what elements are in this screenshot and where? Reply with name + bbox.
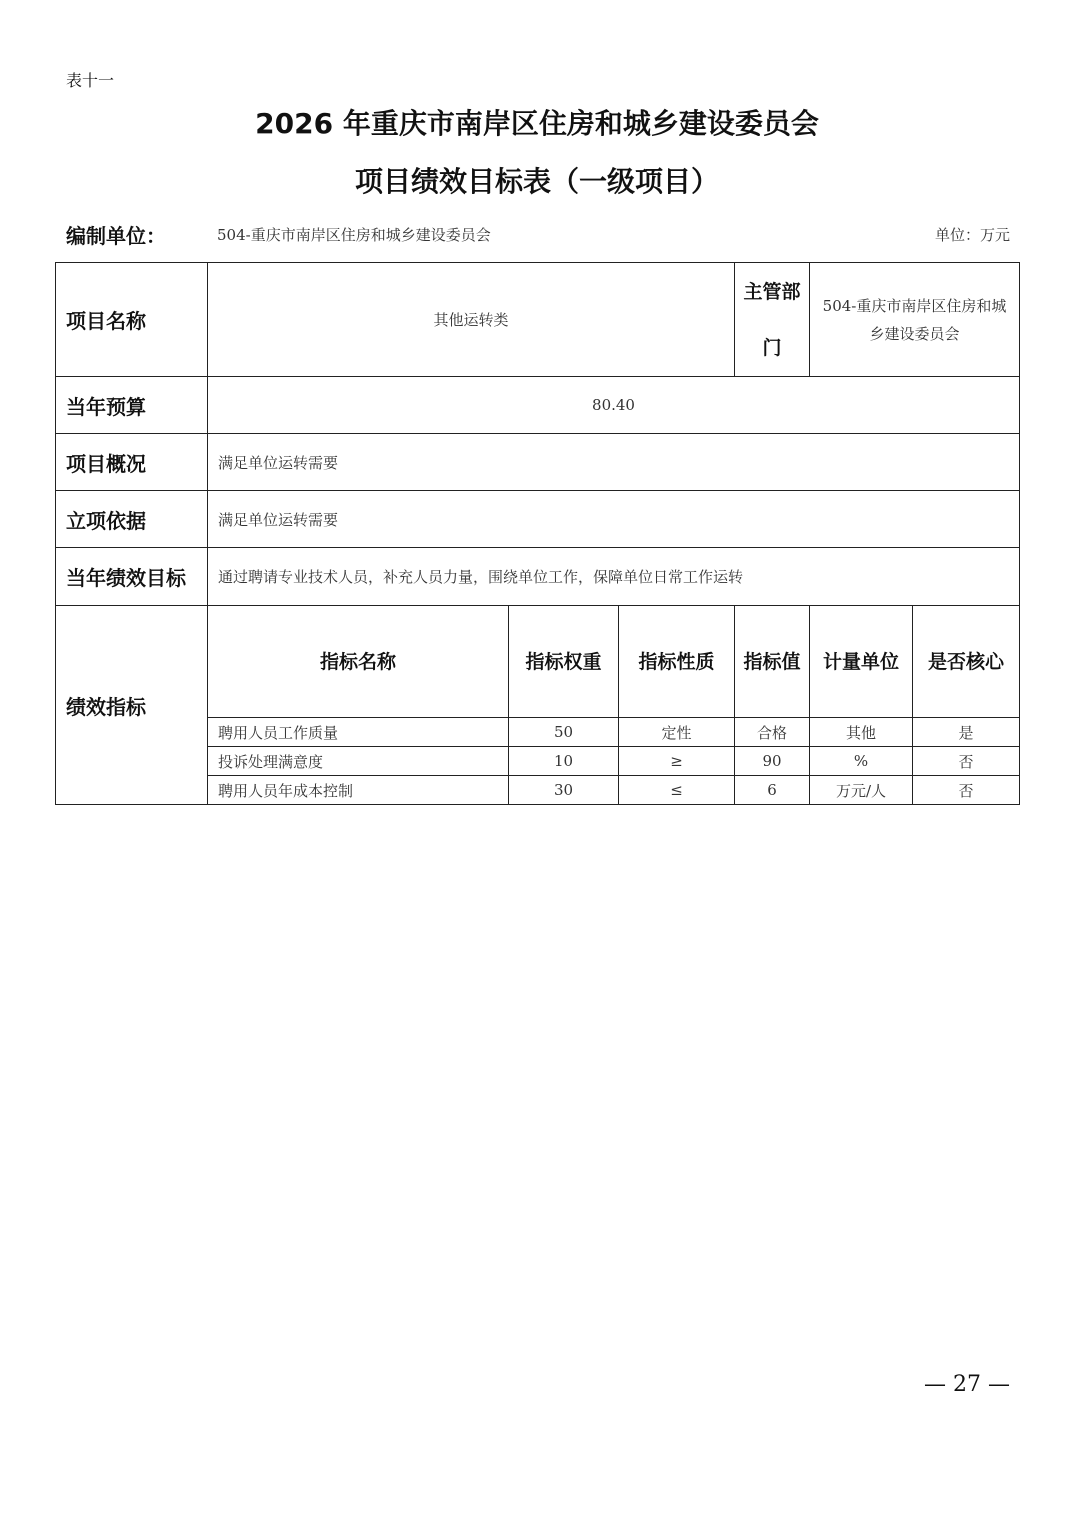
org-value: 504-重庆市南岸区住房和城乡建设委员会 — [217, 226, 491, 244]
indicator-unit: 万元/人 — [810, 776, 913, 805]
indicator-name: 投诉处理满意度 — [208, 747, 509, 776]
indicators-label: 绩效指标 — [56, 606, 208, 805]
goal-row — [56, 548, 1020, 606]
column-header: 指标名称 — [208, 606, 509, 718]
indicator-unit: % — [810, 747, 913, 776]
performance-table — [55, 262, 1020, 805]
indicator-core: 是 — [913, 718, 1020, 747]
overview-value: 满足单位运转需要 — [208, 434, 1020, 491]
budget-value: 80.40 — [208, 377, 1020, 434]
column-header: 指标性质 — [619, 606, 735, 718]
overview-row — [56, 434, 1020, 491]
dept-label: 主管部门 — [735, 263, 810, 377]
column-header: 计量单位 — [810, 606, 913, 718]
basis-row — [56, 491, 1020, 548]
page-number: — 27 — — [924, 1372, 1010, 1397]
column-header: 指标值 — [735, 606, 810, 718]
indicator-nature: ≤ — [619, 776, 735, 805]
goal-label: 当年绩效目标 — [56, 548, 208, 606]
indicator-value: 合格 — [735, 718, 810, 747]
indicator-name: 聘用人员工作质量 — [208, 718, 509, 747]
org-label: 编制单位： — [66, 224, 166, 248]
indicator-weight: 50 — [509, 718, 619, 747]
document-title: 2026 年重庆市南岸区住房和城乡建设委员会 — [255, 107, 819, 140]
indicator-nature: 定性 — [619, 718, 735, 747]
indicator-value: 90 — [735, 747, 810, 776]
indicator-name: 聘用人员年成本控制 — [208, 776, 509, 805]
overview-label: 项目概况 — [56, 434, 208, 491]
table-number: 表十一 — [66, 71, 115, 90]
indicator-nature: ≥ — [619, 747, 735, 776]
goal-value: 通过聘请专业技术人员，补充人员力量，围绕单位工作，保障单位日常工作运转 — [208, 548, 1020, 606]
indicator-weight: 30 — [509, 776, 619, 805]
project-name: 其他运转类 — [208, 263, 735, 377]
indicator-core: 否 — [913, 747, 1020, 776]
indicator-core: 否 — [913, 776, 1020, 805]
indicator-unit: 其他 — [810, 718, 913, 747]
column-header: 是否核心 — [913, 606, 1020, 718]
indicator-value: 6 — [735, 776, 810, 805]
budget-row — [56, 377, 1020, 434]
basis-value: 满足单位运转需要 — [208, 491, 1020, 548]
column-header: 指标权重 — [509, 606, 619, 718]
dept-value: 504-重庆市南岸区住房和城乡建设委员会 — [810, 263, 1020, 377]
indicator-weight: 10 — [509, 747, 619, 776]
budget-label: 当年预算 — [56, 377, 208, 434]
project-name-label: 项目名称 — [56, 263, 208, 377]
basis-label: 立项依据 — [56, 491, 208, 548]
indicator-header-row — [56, 606, 1020, 718]
project-name-row — [56, 263, 1020, 377]
document-subtitle: 项目绩效目标表（一级项目） — [354, 165, 719, 198]
unit-label: 单位：万元 — [934, 226, 1010, 244]
